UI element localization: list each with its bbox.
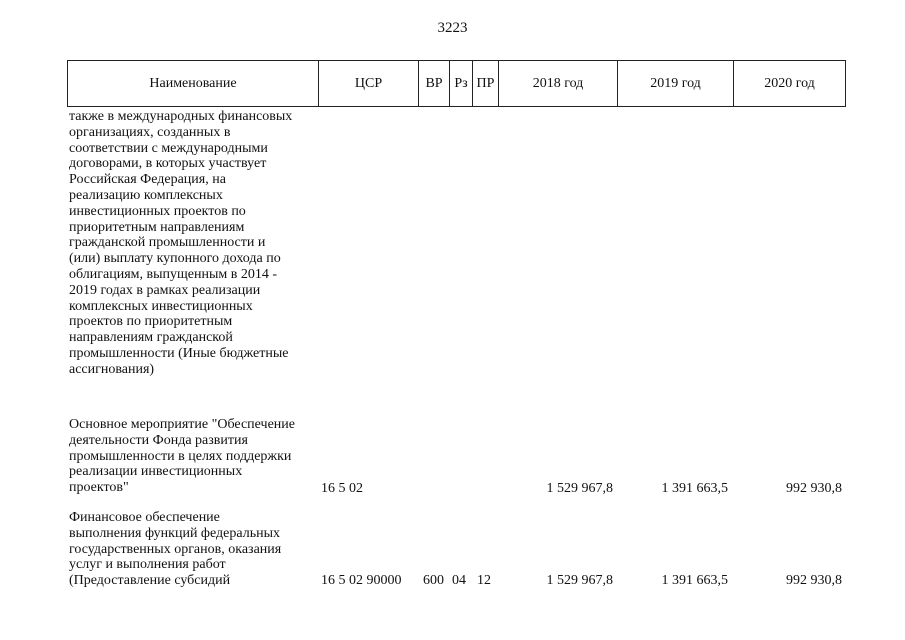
row-3-name [69, 510, 315, 589]
page-number: 3223 [437, 20, 468, 36]
row-1-line: договорами, в которых участвует [69, 156, 267, 172]
row-2-line: реализации инвестиционных [69, 464, 243, 480]
row-3-2019: 1 391 663,5 [661, 573, 728, 588]
row-2-2018: 1 529 967,8 [546, 481, 613, 496]
header-csr: ЦСР [354, 76, 383, 91]
row-1-line: приоритетным направлениям [69, 219, 245, 235]
row-1-line: Российская Федерация, на [69, 172, 226, 188]
row-1-line: 2019 годах в рамках реализации [69, 282, 261, 298]
row-2-line: Основное мероприятие "Обеспечение [69, 417, 295, 432]
row-3-vr: 600 [423, 573, 444, 588]
header-name: Наименование [149, 76, 237, 91]
header-pr: ПР [476, 76, 495, 91]
row-3-pr: 12 [477, 573, 491, 588]
row-1-line: реализацию комплексных [69, 187, 223, 203]
row-3-line: услуг и выполнения работ [69, 557, 226, 573]
row-1-line: инвестиционных проектов по [69, 203, 246, 219]
row-3-2020: 992 930,8 [786, 573, 842, 588]
header-2019: 2019 год [650, 76, 701, 91]
header-vr: ВР [425, 76, 443, 91]
row-3-line: государственных органов, оказания [69, 541, 282, 557]
row-1-line: проектов по приоритетным [69, 314, 233, 330]
row-3-line: выполнения функций федеральных [69, 525, 280, 541]
header-2020: 2020 год [764, 76, 815, 91]
row-1-line: организациях, созданных в [69, 124, 231, 140]
row-1-line: комплексных инвестиционных [69, 298, 253, 314]
row-3-2018: 1 529 967,8 [546, 573, 613, 588]
row-2-line: промышленности в целях поддержки [69, 448, 292, 464]
row-3-line: (Предоставление субсидий [69, 573, 231, 589]
row-1-line: также в международных финансовых [69, 109, 293, 124]
row-3-line: Финансовое обеспечение [69, 510, 220, 525]
row-1-line: гражданской промышленности и [69, 235, 266, 251]
row-1-name [69, 109, 315, 378]
row-1-line: промышленности (Иные бюджетные [69, 345, 289, 361]
row-1-line: (или) выплату купонного дохода по [69, 251, 281, 267]
row-1-line: направлениям гражданской [69, 330, 233, 346]
row-2-2019: 1 391 663,5 [661, 481, 728, 496]
row-2-2020: 992 930,8 [786, 481, 842, 496]
row-1-line: облигациям, выпущенным в 2014 - [69, 266, 278, 282]
row-2-csr: 16 5 02 [321, 481, 363, 496]
header-rz: Рз [454, 76, 468, 91]
row-3-csr: 16 5 02 90000 [321, 573, 402, 588]
row-2-line: деятельности Фонда развития [69, 432, 248, 448]
table-header [67, 60, 846, 107]
row-2-line: проектов" [69, 480, 129, 496]
row-1-line: ассигнования) [69, 361, 155, 377]
row-2-name [69, 417, 315, 496]
row-3-rz: 04 [452, 573, 466, 588]
row-1-line: соответствии с международными [69, 140, 268, 156]
header-2018: 2018 год [532, 76, 584, 91]
